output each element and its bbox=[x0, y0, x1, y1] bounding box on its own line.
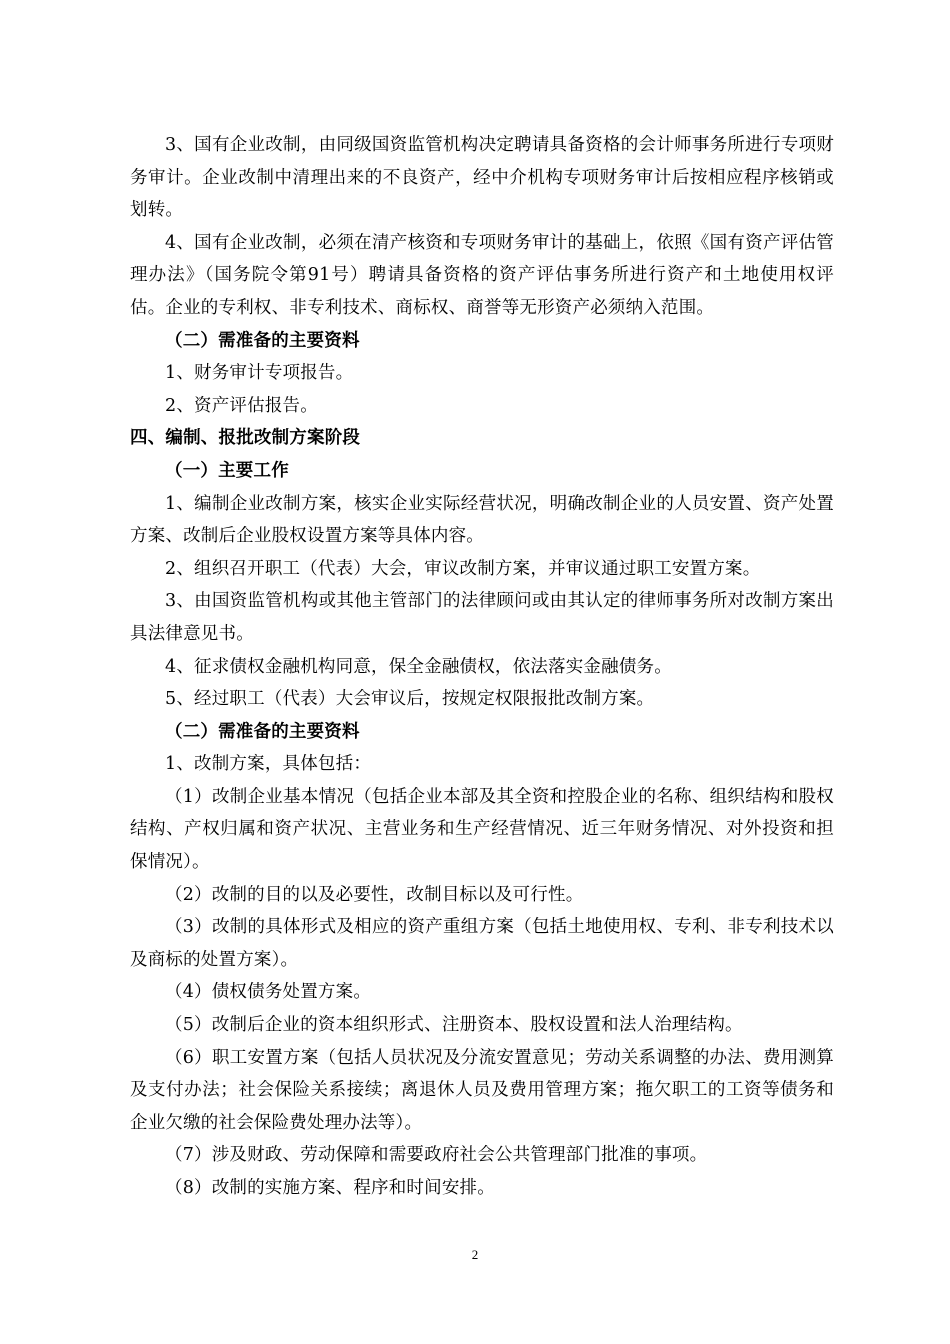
paragraph-item-4-valuation: 4、国有企业改制，必须在清产核资和专项财务审计的基础上，依照《国有资产评估管理办法》（国务院令第91号）聘请具备资格的资产评估事务所进行资产和土地使用权评估。企业的专利权、非专利技术、商标权、商誉等无形资产必须纳入范围。 bbox=[130, 232, 834, 318]
page-number: 2 bbox=[471, 1247, 479, 1262]
list-item-work-1: 1、编制企业改制方案，核实企业实际经营状况，明确改制企业的人员安置、资产处置方案、改制后企业股权设置方案等具体内容。 bbox=[130, 493, 834, 547]
list-item-valuation-report: 2、资产评估报告。 bbox=[165, 395, 318, 416]
subheading-materials-1: （二）需准备的主要资料 bbox=[165, 330, 360, 351]
sub-item-2: （2）改制的目的以及必要性，改制目标以及可行性。 bbox=[165, 884, 584, 905]
list-item-work-4: 4、征求债权金融机构同意，保全金融债权，依法落实金融债务。 bbox=[165, 656, 672, 677]
document-body bbox=[130, 129, 834, 1205]
list-item-work-2: 2、组织召开职工（代表）大会，审议改制方案，并审议通过职工安置方案。 bbox=[165, 558, 761, 579]
section-heading-4: 四、编制、报批改制方案阶段 bbox=[130, 428, 361, 449]
list-item-work-3: 3、由国资监管机构或其他主管部门的法律顾问或由其认定的律师事务所对改制方案出具法律意见书。 bbox=[130, 591, 834, 644]
list-item-work-5: 5、经过职工（代表）大会审议后，按规定权限报批改制方案。 bbox=[165, 689, 655, 710]
subheading-main-work: （一）主要工作 bbox=[165, 460, 289, 481]
subheading-materials-2: （二）需准备的主要资料 bbox=[165, 721, 360, 742]
sub-item-3: （3）改制的具体形式及相应的资产重组方案（包括土地使用权、专利、非专利技术以及商标的处置方案）。 bbox=[130, 917, 834, 970]
sub-item-8: （8）改制的实施方案、程序和时间安排。 bbox=[165, 1178, 495, 1198]
sub-item-1: （1）改制企业基本情况（包括企业本部及其全资和控股企业的名称、组织结构和股权结构、产权归属和资产状况、主营业务和生产经营情况、近三年财务情况、对外投资和担保情况）。 bbox=[130, 786, 834, 873]
list-item-plan: 1、改制方案，具体包括： bbox=[165, 754, 372, 775]
sub-item-7: （7）涉及财政、劳动保障和需要政府社会公共管理部门批准的事项。 bbox=[165, 1145, 708, 1166]
sub-item-4: （4）债权债务处置方案。 bbox=[165, 982, 372, 1003]
sub-item-6: （6）职工安置方案（包括人员状况及分流安置意见；劳动关系调整的办法、费用测算及支付办法；社会保险关系接续；离退休人员及费用管理方案；拖欠职工的工资等债务和企业欠缴的社会保险费处理办法等）。 bbox=[130, 1047, 834, 1133]
paragraph-item-3-audit: 3、国有企业改制，由同级国资监管机构决定聘请具备资格的会计师事务所进行专项财务审计。企业改制中清理出来的不良资产，经中介机构专项财务审计后按相应程序核销或划转。 bbox=[130, 135, 834, 221]
sub-item-5: （5）改制后企业的资本组织形式、注册资本、股权设置和法人治理结构。 bbox=[165, 1015, 743, 1036]
list-item-audit-report: 1、财务审计专项报告。 bbox=[165, 363, 354, 384]
